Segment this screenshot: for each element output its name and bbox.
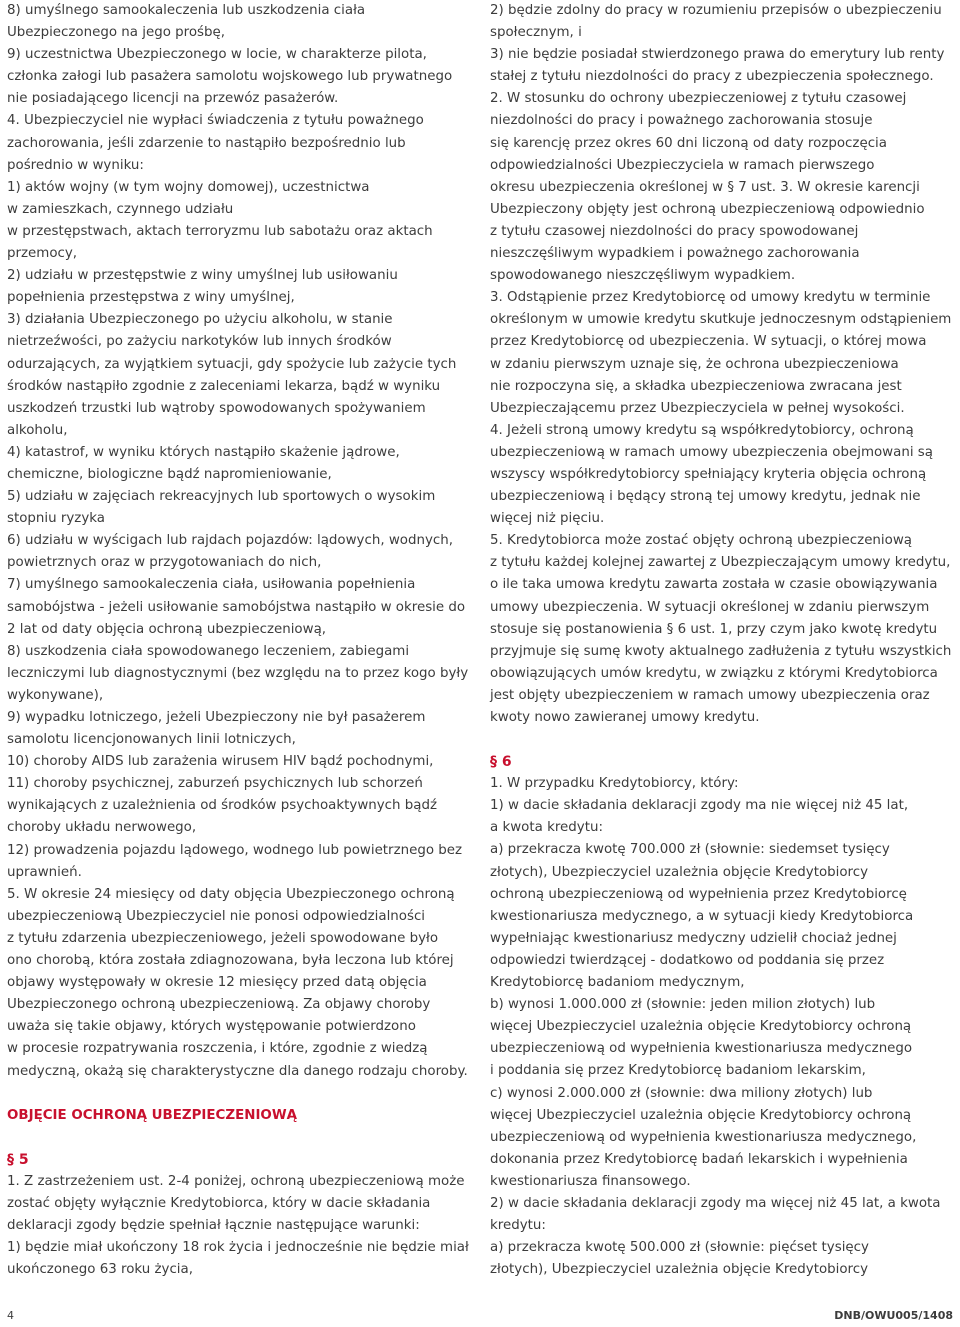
text-line: 2) udziału w przestępstwie z winy umyślnej lub usiłowaniu bbox=[7, 268, 398, 284]
text-line: 2 lat od daty objęcia ochroną ubezpieczeniową, bbox=[7, 621, 327, 637]
text-line: Kredytobiorcę badaniom medycznym, bbox=[490, 975, 745, 991]
text-line: w procesie rozpatrywania roszczenia, i które, zgodnie z wiedzą bbox=[7, 1041, 428, 1057]
text-line: 3) działania Ubezpieczonego po użyciu alkoholu, w stanie bbox=[7, 312, 393, 328]
text-line: 12) prowadzenia pojazdu lądowego, wodnego lub powietrznego bez bbox=[7, 842, 463, 858]
text-line: odpowiedzialności Ubezpieczyciela w ramach pierwszego bbox=[490, 157, 875, 173]
text-line: okresu ubezpieczenia określonej w § 7 ust. 3. W okresie karencji bbox=[490, 179, 920, 195]
text-line: pośrednio w wyniku: bbox=[7, 157, 144, 173]
text-line: a kwota kredytu: bbox=[490, 820, 603, 836]
right-text-block-1 bbox=[490, 0, 960, 729]
text-line: nietrzeźwości, po zażyciu narkotyków lub innych środków bbox=[7, 334, 392, 350]
text-line: wynikających z uzależnienia od środków psychoaktywnych bądź bbox=[7, 798, 438, 814]
text-line: obowiązujących umów kredytu, w związku z którymi Kredytobiorca bbox=[490, 665, 938, 681]
text-line: 1) w dacie składania deklaracji zgody ma nie więcej niż 45 lat, bbox=[490, 798, 909, 814]
text-line: przez Kredytobiorcę od ubezpieczenia. W sytuacji, o której mowa bbox=[490, 334, 927, 350]
text-line: 5. Kredytobiorca może zostać objęty ochroną ubezpieczeniową bbox=[490, 533, 912, 549]
text-line: uważa się takie objawy, których występowanie potwierdzono bbox=[7, 1019, 416, 1035]
text-line: 4. Ubezpieczyciel nie wypłaci świadczenia z tytułu poważnego bbox=[7, 113, 424, 129]
text-line: złotych), Ubezpieczyciel uzależnia objęcie Kredytobiorcy bbox=[490, 864, 869, 880]
page-number: 4 bbox=[7, 1309, 14, 1322]
text-line: określonym w umowie kredytu skutkuje jednoczesnym odstąpieniem bbox=[490, 312, 952, 328]
left-column bbox=[7, 0, 477, 1281]
text-line: ubezpieczeniową i będący stroną tej umowy kredytu, jednak nie bbox=[490, 489, 921, 505]
text-line: nie rozpoczyna się, a składka ubezpieczeniowa zwracana jest bbox=[490, 378, 902, 394]
text-line: kredytu: bbox=[490, 1218, 546, 1234]
text-line: kwestionariusza medycznego, a w sytuacji kiedy Kredytobiorca bbox=[490, 908, 914, 924]
text-line: 1. W przypadku Kredytobiorcy, który: bbox=[490, 776, 739, 792]
text-line: 5. W okresie 24 miesięcy od daty objęcia Ubezpieczonego ochroną bbox=[7, 886, 455, 902]
text-line: w zdaniu pierwszym uznaje się, że ochrona ubezpieczeniowa bbox=[490, 356, 899, 372]
text-line: z tytułu czasowej niezdolności do pracy spowodowanej bbox=[490, 223, 859, 239]
text-line: popełnienia przestępstwa z winy umyślnej, bbox=[7, 290, 295, 306]
text-line: 5) udziału w zajęciach rekreacyjnych lub sportowych o wysokim bbox=[7, 489, 436, 505]
text-line: członka załogi lub pasażera samolotu wojskowego lub prywatnego bbox=[7, 69, 453, 85]
text-line: ubezpieczeniową od wypełnienia kwestionariusza medycznego, bbox=[490, 1129, 917, 1145]
text-line: 11) choroby psychicznej, zaburzeń psychicznych lub schorzeń bbox=[7, 776, 423, 792]
text-line: 4. Jeżeli stroną umowy kredytu są współkredytobiorcy, ochroną bbox=[490, 422, 914, 438]
text-line: c) wynosi 2.000.000 zł (słownie: dwa miliony złotych) lub bbox=[490, 1085, 873, 1101]
text-line: się karencję przez okres 60 dni liczoną od daty rozpoczęcia bbox=[490, 135, 887, 151]
text-line: więcej Ubezpieczyciel uzależnia objęcie Kredytobiorcy ochroną bbox=[490, 1107, 912, 1123]
text-line: spowodowanego nieszczęśliwym wypadkiem. bbox=[490, 268, 796, 284]
text-line: wszyscy współkredytobiorcy spełniający kryteria objęcia ochroną bbox=[490, 466, 927, 482]
text-line: jest objęty ubezpieczeniem w ramach umowy ubezpieczenia oraz bbox=[490, 687, 930, 703]
left-text-block-2 bbox=[7, 1171, 477, 1281]
text-line: objawy występowały w okresie 12 miesięcy przed datą objęcia bbox=[7, 975, 427, 991]
section-sign-5: § 5 bbox=[7, 1151, 29, 1168]
text-line: a) przekracza kwotę 700.000 zł (słownie: siedemset tysięcy bbox=[490, 842, 890, 858]
text-line: z tytułu każdej kolejnej zawartej z Ubezpieczającym umowy kredytu, bbox=[490, 555, 951, 571]
text-line: ukończonego 63 roku życia, bbox=[7, 1262, 193, 1278]
text-line: stałej z tytułu niezdolności do pracy z ubezpieczenia społecznego. bbox=[490, 69, 934, 85]
text-line: nieszczęśliwym wypadkiem i poważnego zachorowania bbox=[490, 246, 860, 262]
text-line: i poddania się przez Kredytobiorcę badaniom lekarskim, bbox=[490, 1063, 866, 1079]
right-text-block-2 bbox=[490, 773, 960, 1281]
text-line: przemocy, bbox=[7, 246, 78, 262]
text-line: stosuje się postanowienia § 6 ust. 1, przy czym jako kwotę kredytu bbox=[490, 621, 938, 637]
text-line: a) przekracza kwotę 500.000 zł (słownie: pięćset tysięcy bbox=[490, 1240, 869, 1256]
text-line: 10) choroby AIDS lub zarażenia wirusem HIV bądź pochodnymi, bbox=[7, 754, 434, 770]
text-line: 8) umyślnego samookaleczenia lub uszkodzenia ciała bbox=[7, 3, 366, 18]
text-line: leczniczymi lub diagnostycznymi (bez względu na to przez kogo były bbox=[7, 665, 469, 681]
text-line: 2) w dacie składania deklaracji zgody ma więcej niż 45 lat, a kwota bbox=[490, 1195, 941, 1211]
text-line: 4) katastrof, w wyniku których nastąpiło skażenie jądrowe, bbox=[7, 444, 400, 460]
section-heading-coverage: OBJĘCIE OCHRONĄ UBEZPIECZENIOWĄ bbox=[7, 1107, 297, 1123]
text-line: ubezpieczeniową Ubezpieczyciel nie ponosi odpowiedzialności bbox=[7, 908, 426, 924]
text-line: 3. Odstąpienie przez Kredytobiorcę od umowy kredytu w terminie bbox=[490, 290, 931, 306]
text-line: deklaracji zgody będzie spełniał łącznie następujące warunki: bbox=[7, 1217, 420, 1233]
text-line: więcej Ubezpieczyciel uzależnia objęcie Kredytobiorcy ochroną bbox=[490, 1019, 912, 1035]
text-line: samolotu licencjonowanych linii lotniczych, bbox=[7, 732, 296, 748]
text-line: kwestionariusza finansowego. bbox=[490, 1173, 691, 1189]
text-line: nie posiadającego licencji na przewóz pasażerów. bbox=[7, 91, 339, 107]
text-line: b) wynosi 1.000.000 zł (słownie: jeden milion złotych) lub bbox=[490, 997, 876, 1013]
text-line: złotych), Ubezpieczyciel uzależnia objęcie Kredytobiorcy bbox=[490, 1262, 869, 1278]
text-line: 8) uszkodzenia ciała spowodowanego leczeniem, zabiegami bbox=[7, 643, 410, 659]
text-line: uszkodzeń trzustki lub wątroby spowodowanych spożywaniem bbox=[7, 400, 426, 416]
text-line: chemiczne, biologiczne bądź napromieniowanie, bbox=[7, 466, 332, 482]
text-line: Ubezpieczonego ochroną ubezpieczeniową. Za objawy choroby bbox=[7, 997, 431, 1013]
text-line: 1) aktów wojny (w tym wojny domowej), uczestnictwa bbox=[7, 179, 370, 195]
text-line: medyczną, okażą się charakterystyczne dla danego rodzaju choroby. bbox=[7, 1063, 468, 1079]
text-line: ubezpieczeniową od wypełnienia kwestionariusza medycznego bbox=[490, 1041, 913, 1057]
text-line: ono chorobą, która została zdiagnozowana, była leczona lub której bbox=[7, 953, 454, 969]
text-line: 2) będzie zdolny do pracy w rozumieniu przepisów o ubezpieczeniu bbox=[490, 3, 942, 18]
text-line: odpowiedzi twierdzącej - dodatkowo od poddania się przez bbox=[490, 952, 885, 968]
text-line: dokonania przez Kredytobiorcę badań lekarskich i wypełnienia bbox=[490, 1151, 908, 1167]
text-line: 3) nie będzie posiadał stwierdzonego prawa do emerytury lub renty bbox=[490, 47, 945, 63]
text-line: choroby układu nerwowego, bbox=[7, 820, 197, 836]
text-line: środków nastąpiło zgodnie z zaleceniami lekarza, bądź w wyniku bbox=[7, 378, 441, 394]
text-line: 9) uczestnictwa Ubezpieczonego w locie, w charakterze pilota, bbox=[7, 47, 427, 63]
text-line: w przestępstwach, aktach terroryzmu lub sabotażu oraz aktach bbox=[7, 223, 433, 239]
text-line: alkoholu, bbox=[7, 422, 68, 438]
text-line: 9) wypadku lotniczego, jeżeli Ubezpieczony nie był pasażerem bbox=[7, 710, 426, 725]
right-column bbox=[490, 0, 960, 1281]
text-line: 1. Z zastrzeżeniem ust. 2-4 poniżej, ochroną ubezpieczeniową może bbox=[7, 1173, 465, 1189]
text-line: 1) będzie miał ukończony 18 rok życia i jednocześnie nie będzie miał bbox=[7, 1240, 469, 1256]
text-line: społecznym, i bbox=[490, 25, 582, 41]
text-line: kwoty nowo zawieranej umowy kredytu. bbox=[490, 710, 760, 725]
document-code: DNB/OWU005/1408 bbox=[834, 1309, 953, 1322]
text-line: samobójstwa - jeżeli usiłowanie samobójstwa nastąpiło w okresie do bbox=[7, 599, 466, 615]
text-line: stopniu ryzyka bbox=[7, 511, 105, 527]
text-line: zostać objęty wyłącznie Kredytobiorca, który w dacie składania bbox=[7, 1195, 431, 1211]
text-line: 6) udziału w wyścigach lub rajdach pojazdów: lądowych, wodnych, bbox=[7, 533, 453, 549]
text-line: 2. W stosunku do ochrony ubezpieczeniowej z tytułu czasowej bbox=[490, 91, 907, 107]
text-line: niezdolności do pracy i poważnego zachorowania stosuje bbox=[490, 113, 873, 129]
text-line: z tytułu zdarzenia ubezpieczeniowego, jeżeli spowodowane było bbox=[7, 930, 439, 946]
text-line: przyjmuje się sumę kwoty aktualnego zadłużenia z tytułu wszystkich bbox=[490, 643, 952, 659]
text-line: odurzających, za wyjątkiem sytuacji, gdy spożycie lub zażycie tych bbox=[7, 356, 457, 372]
text-line: zachorowania, jeśli zdarzenie to nastąpiło bezpośrednio lub bbox=[7, 135, 406, 151]
text-line: 7) umyślnego samookaleczenia ciała, usiłowania popełnienia bbox=[7, 577, 416, 593]
text-line: w zamieszkach, czynnego udziału bbox=[7, 201, 234, 217]
text-line: umowy ubezpieczenia. W sytuacji określonej w zdaniu pierwszym bbox=[490, 599, 930, 615]
text-line: Ubezpieczony objęty jest ochroną ubezpieczeniową odpowiednio bbox=[490, 201, 925, 217]
text-line: wykonywane), bbox=[7, 687, 104, 703]
section-sign-6: § 6 bbox=[490, 754, 512, 771]
text-line: Ubezpieczonego na jego prośbę, bbox=[7, 25, 226, 41]
text-line: Ubezpieczającemu przez Ubezpieczyciela w pełnej wysokości. bbox=[490, 400, 905, 416]
text-line: uprawnień. bbox=[7, 864, 82, 880]
text-line: ubezpieczeniową w ramach umowy ubezpieczenia obejmowani są bbox=[490, 444, 933, 460]
text-line: o ile taka umowa kredytu zawarta została w czasie obowiązywania bbox=[490, 577, 938, 593]
left-text-block-1 bbox=[7, 0, 477, 1083]
text-line: powietrznych oraz w przygotowaniach do nich, bbox=[7, 555, 322, 571]
text-line: wypełniając kwestionariusz medyczny udzielił chociaż jednej bbox=[490, 930, 897, 946]
text-line: więcej niż pięciu. bbox=[490, 511, 605, 527]
text-line: ochroną ubezpieczeniową od wypełnienia przez Kredytobiorcę bbox=[490, 886, 907, 902]
